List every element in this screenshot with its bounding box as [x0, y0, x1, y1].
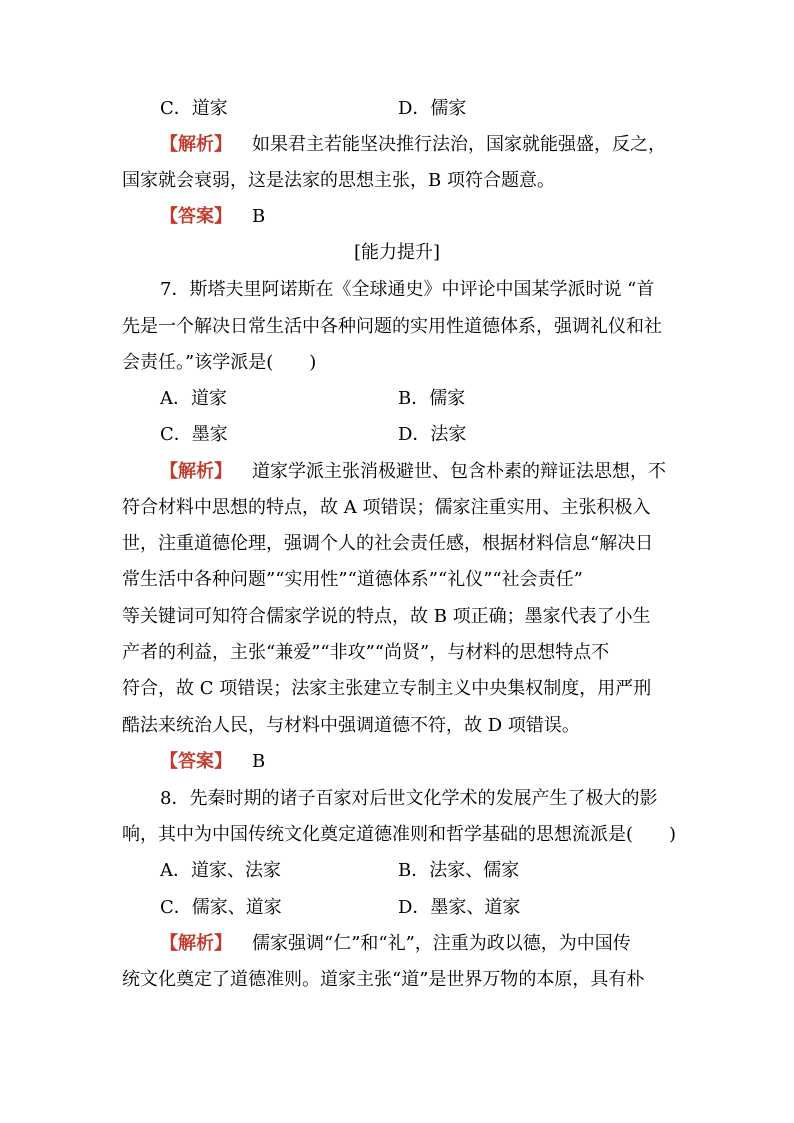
q8-option-d: D．墨家、道家 [398, 897, 521, 918]
q7-analysis-line-3: 世，注重道德伦理，强调个人的社会责任感，根据材料信息“解决日 [122, 533, 654, 554]
q7-option-c: C．墨家 [160, 424, 228, 445]
q7-answer [160, 750, 720, 774]
q8-option-b: B．法家、儒家 [398, 860, 520, 881]
q7-option-b: B．儒家 [398, 388, 466, 409]
q6-analysis-label: 【解析】 [160, 134, 232, 155]
q6-answer-value: B [252, 206, 266, 227]
q6-answer [160, 205, 720, 229]
q6-analysis-line-2: 国家就会衰弱，这是法家的思想主张，B 项符合题意。 [122, 170, 555, 191]
q8-analysis-line-1: 【解析】 儒家强调“仁”和“礼”，注重为政以德，为中国传 [160, 933, 631, 954]
q7-answer-value: B [252, 751, 266, 772]
q6-analysis-line-1: 【解析】 如果君主若能坚决推行法治，国家就能强盛，反之， [160, 134, 666, 155]
q7-analysis-label: 【解析】 [160, 461, 232, 482]
q8-analysis-line-2: 统文化奠定了道德准则。道家主张“道”是世界万物的本原，具有朴 [122, 969, 645, 990]
q6-option-c: C．道家 [160, 98, 228, 119]
q8-option-c: C．儒家、道家 [160, 897, 282, 918]
q7-analysis-line-2: 符合材料中思想的特点，故 A 项错误；儒家注重实用、主张积极入 [122, 497, 651, 518]
q7-stem-line-2: 先是一个解决日常生活中各种问题的实用性道德体系，强调礼仪和社 [122, 316, 662, 337]
q7-analysis-line-7: 符合，故 C 项错误；法家主张建立专制主义中央集权制度，用严刑 [122, 678, 652, 699]
q8-stem-line-2: 响，其中为中国传统文化奠定道德准则和哲学基础的思想流派是( ) [122, 824, 677, 845]
q8-stem-line-1: 8．先秦时期的诸子百家对后世文化学术的发展产生了极大的影 [160, 788, 658, 809]
q7-option-a: A．道家 [160, 388, 227, 409]
q7-option-d: D．法家 [398, 424, 467, 445]
q6-option-d: D．儒家 [398, 98, 467, 119]
q7-stem-line-3: 会责任。”该学派是( ) [122, 352, 317, 373]
q7-analysis-line-1: 【解析】 道家学派主张消极避世、包含朴素的辩证法思想，不 [160, 461, 666, 482]
section-title: [能力提升] [353, 242, 441, 263]
q7-analysis-line-8: 酷法来统治人民，与材料中强调道德不符，故 D 项错误。 [122, 715, 580, 736]
q7-answer-label: 【答案】 [160, 751, 232, 772]
q7-analysis-line-6: 产者的利益，主张“兼爱”“非攻”“尚贤”，与材料的思想特点不 [122, 642, 610, 663]
q7-analysis-line-5: 等关键词可知符合儒家学说的特点，故 B 项正确；墨家代表了小生 [122, 606, 651, 627]
q8-option-a: A．道家、法家 [160, 860, 281, 881]
q6-answer-label: 【答案】 [160, 206, 232, 227]
q7-stem-line-1: 7．斯塔夫里阿诺斯在《全球通史》中评论中国某学派时说 “首 [160, 279, 655, 300]
q8-analysis-label: 【解析】 [160, 933, 232, 954]
q7-analysis-line-4: 常生活中各种问题”“实用性”“道德体系”“礼仪”“社会责任” [122, 569, 583, 590]
